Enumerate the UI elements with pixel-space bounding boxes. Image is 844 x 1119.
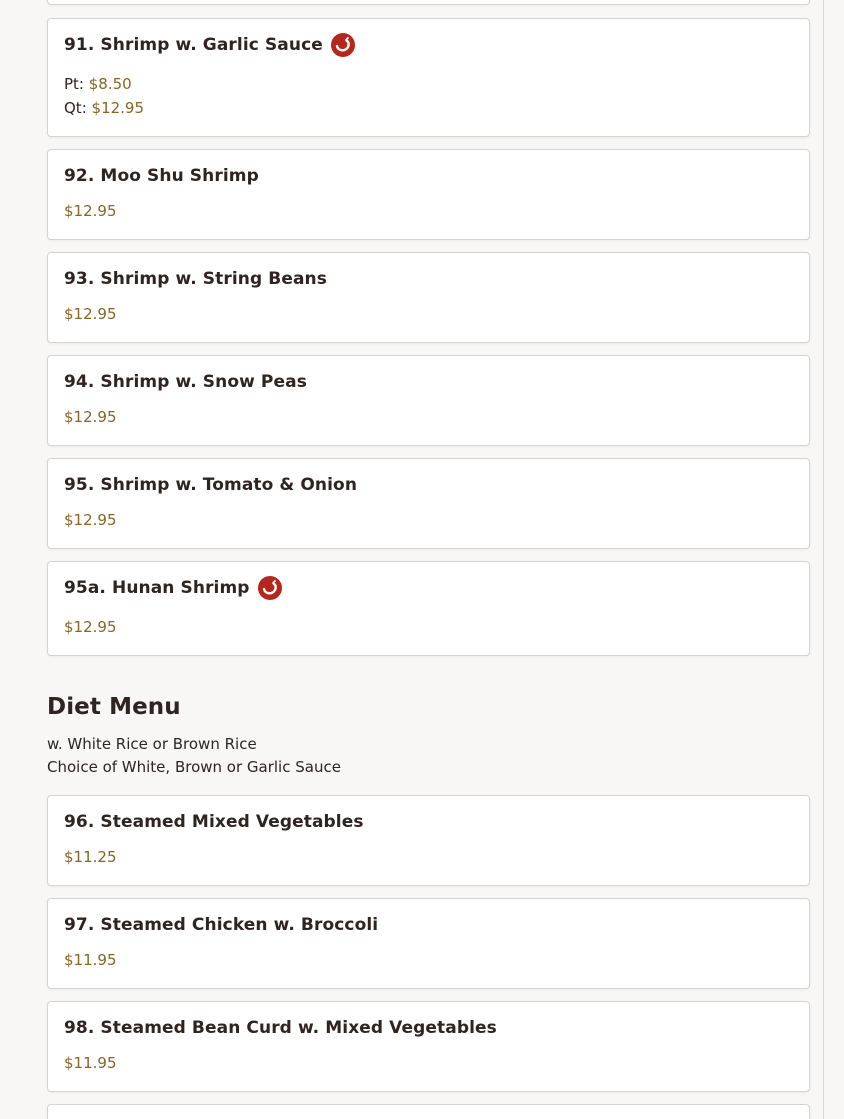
menu-item-price: $12.95 [64, 305, 117, 323]
menu-item-price: $12.95 [64, 202, 117, 220]
menu-item-title-row [64, 913, 378, 937]
menu-item-price: $11.25 [64, 848, 117, 866]
menu-item-title-row [64, 810, 364, 834]
menu-item-price: $11.95 [64, 1054, 117, 1072]
menu-item-title: 93. Shrimp w. String Beans [64, 269, 327, 289]
menu-item-card-partial[interactable] [47, 0, 810, 5]
menu-item-title-row [64, 576, 282, 600]
menu-item-title: 96. Steamed Mixed Vegetables [64, 812, 364, 832]
price-quart-label: Qt: [64, 99, 87, 117]
price-pint-value: $8.50 [88, 75, 132, 93]
menu-item-title-row [64, 1016, 497, 1040]
menu-item-title: 91. Shrimp w. Garlic Sauce [64, 35, 323, 55]
menu-item-card[interactable] [47, 1001, 810, 1092]
menu-item-price: $12.95 [64, 618, 117, 636]
menu-item-title: 95. Shrimp w. Tomato & Onion [64, 475, 358, 495]
menu-item-title-row [64, 370, 307, 394]
menu-item-title: 92. Moo Shu Shrimp [64, 166, 259, 186]
menu-item-title: 97. Steamed Chicken w. Broccoli [64, 915, 379, 935]
section-note: w. White Rice or Brown Rice [47, 735, 257, 753]
menu-item-card[interactable] [47, 795, 810, 886]
price-pint-label: Pt: [64, 75, 84, 93]
price-quart-value: $12.95 [91, 99, 145, 117]
menu-item-card[interactable] [47, 18, 810, 137]
section-title: Diet Menu [47, 694, 181, 720]
menu-item-price: $12.95 [64, 408, 117, 426]
menu-item-card[interactable] [47, 355, 810, 446]
menu-item-title-row [64, 33, 355, 57]
menu-item-card[interactable] [47, 149, 810, 240]
menu-item-title-row [64, 164, 259, 188]
section-note: Choice of White, Brown or Garlic Sauce [47, 758, 341, 776]
menu-item-price: $12.95 [64, 511, 117, 529]
menu-item-title: 98. Steamed Bean Curd w. Mixed Vegetables [64, 1018, 497, 1038]
menu-item-price: $11.95 [64, 951, 117, 969]
price-quart [64, 99, 144, 117]
menu-item-card[interactable] [47, 252, 810, 343]
menu-item-card-partial[interactable] [47, 1104, 810, 1119]
price-pint [64, 75, 132, 93]
menu-item-card[interactable] [47, 458, 810, 549]
menu-item-card[interactable] [47, 561, 810, 656]
pepper-icon [258, 576, 282, 600]
menu-item-title: 95a. Hunan Shrimp [64, 578, 250, 598]
pepper-icon [331, 33, 355, 57]
menu-item-title: 94. Shrimp w. Snow Peas [64, 372, 307, 392]
menu-item-title-row [64, 473, 357, 497]
menu-item-card[interactable] [47, 898, 810, 989]
menu-item-title-row [64, 267, 327, 291]
